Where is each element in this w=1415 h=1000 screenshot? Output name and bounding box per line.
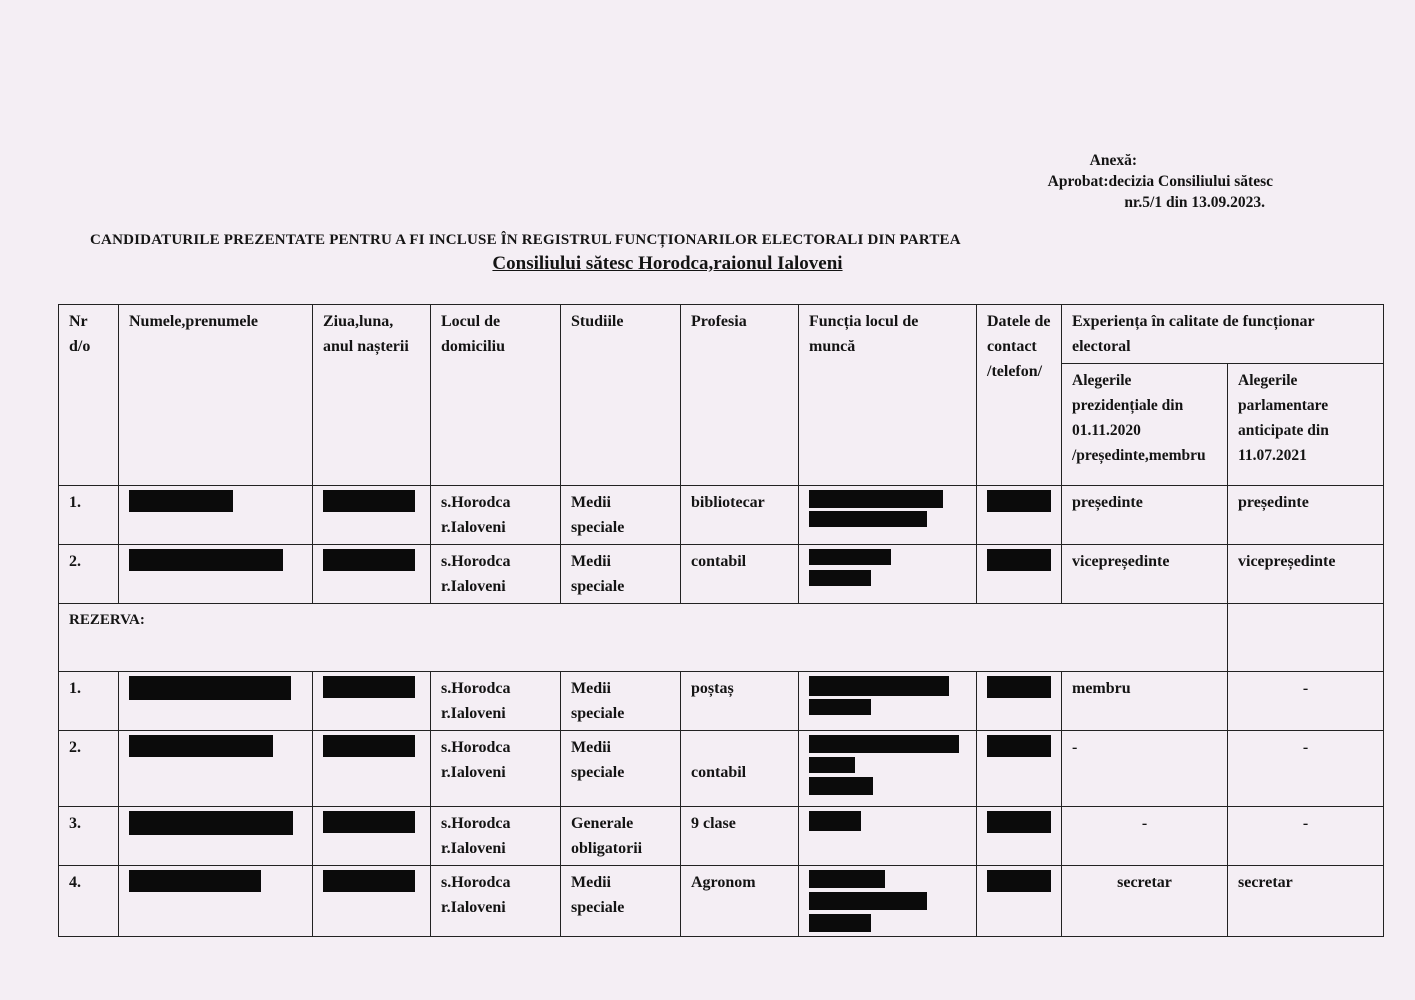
domicile-village: s.Horodca <box>441 874 511 891</box>
header-birth: Ziua,luna, anul nașterii <box>313 305 431 486</box>
table-row <box>59 672 1384 731</box>
studies-type: speciale <box>571 578 625 595</box>
name-cell <box>119 545 313 604</box>
contact-cell <box>977 807 1062 866</box>
redacted-function <box>809 549 891 565</box>
header-exp-presidential: Alegerile prezidențiale din 01.11.2020 /președinte,membru <box>1062 364 1228 486</box>
row-nr: 4. <box>59 866 119 937</box>
function-cell <box>799 866 977 937</box>
birth-cell <box>313 866 431 937</box>
exp-parliamentary-cell: secretar <box>1228 866 1384 937</box>
birth-cell <box>313 807 431 866</box>
domicile-cell <box>431 807 561 866</box>
redacted-birth <box>323 870 415 892</box>
name-cell <box>119 807 313 866</box>
redacted-name <box>129 735 273 757</box>
table-row <box>59 545 1384 604</box>
redacted-workplace <box>809 757 855 773</box>
birth-cell <box>313 545 431 604</box>
redacted-function <box>809 870 885 888</box>
document-subtitle: Consiliului sătesc Horodca,raionul Ialoveni <box>492 253 843 274</box>
table-row <box>59 486 1384 545</box>
domicile-district: r.Ialoveni <box>441 705 506 722</box>
redacted-birth <box>323 549 415 571</box>
redacted-birth <box>323 676 415 698</box>
redacted-workplace-extra <box>809 914 871 932</box>
domicile-cell <box>431 545 561 604</box>
header-name: Numele,prenumele <box>119 305 313 486</box>
studies-type: speciale <box>571 764 625 781</box>
redacted-contact <box>987 870 1051 892</box>
studies-level: Medii <box>571 739 611 756</box>
header-function: Funcția locul de muncă <box>799 305 977 486</box>
studies-level: Medii <box>571 553 611 570</box>
exp-presidential-cell: - <box>1062 807 1228 866</box>
exp-parliamentary-cell: - <box>1228 672 1384 731</box>
header-row <box>59 305 1384 364</box>
contact-cell <box>977 545 1062 604</box>
profession-cell: 9 clase <box>681 807 799 866</box>
studies-type: speciale <box>571 705 625 722</box>
header-contact: Datele de contact /telefon/ <box>977 305 1062 486</box>
redacted-contact <box>987 549 1051 571</box>
domicile-village: s.Horodca <box>441 739 511 756</box>
header-exp-parliamentary: Alegerile parlamentare anticipate din 11.07.2021 <box>1228 364 1384 486</box>
redacted-name <box>129 811 293 835</box>
name-cell <box>119 486 313 545</box>
redacted-workplace <box>809 699 871 715</box>
redacted-function <box>809 676 949 696</box>
contact-cell <box>977 486 1062 545</box>
row-nr: 3. <box>59 807 119 866</box>
function-cell <box>799 486 977 545</box>
redacted-name <box>129 870 261 892</box>
header-domicile: Locul de domiciliu <box>431 305 561 486</box>
studies-cell <box>561 672 681 731</box>
studies-level: Generale <box>571 815 634 832</box>
annex-approved: Aprobat:decizia Consiliului sătesc <box>1047 173 1273 190</box>
name-cell <box>119 866 313 937</box>
redacted-birth <box>323 490 415 512</box>
domicile-district: r.Ialoveni <box>441 764 506 781</box>
document-title: CANDIDATURILE PREZENTATE PENTRU A FI INCLUSE ÎN REGISTRUL FUNCȚIONARILOR ELECTORALI DIN PARTEA <box>90 232 961 248</box>
header-profession: Profesia <box>681 305 799 486</box>
studies-cell <box>561 807 681 866</box>
annex-decision-number: nr.5/1 din 13.09.2023. <box>1124 194 1265 211</box>
profession-cell: Agronom <box>681 866 799 937</box>
studies-level: Medii <box>571 874 611 891</box>
redacted-contact <box>987 676 1051 698</box>
contact-cell <box>977 672 1062 731</box>
profession-text: contabil <box>691 764 747 781</box>
studies-cell <box>561 731 681 807</box>
row-nr: 1. <box>59 672 119 731</box>
domicile-cell <box>431 731 561 807</box>
redacted-name <box>129 676 291 700</box>
profession-cell: bibliotecar <box>681 486 799 545</box>
exp-presidential-cell: membru <box>1062 672 1228 731</box>
table-row <box>59 866 1384 937</box>
profession-cell: contabil <box>681 545 799 604</box>
reserve-empty-cell <box>1228 604 1384 672</box>
exp-presidential-cell: vicepreședinte <box>1062 545 1228 604</box>
domicile-village: s.Horodca <box>441 553 511 570</box>
exp-parliamentary-cell: vicepreședinte <box>1228 545 1384 604</box>
domicile-district: r.Ialoveni <box>441 899 506 916</box>
redacted-name <box>129 549 283 571</box>
reserve-label: REZERVA: <box>59 604 1228 672</box>
exp-parliamentary-cell: - <box>1228 807 1384 866</box>
birth-cell <box>313 486 431 545</box>
exp-presidential-cell: - <box>1062 731 1228 807</box>
redacted-birth <box>323 735 415 757</box>
studies-cell <box>561 486 681 545</box>
studies-cell <box>561 866 681 937</box>
domicile-village: s.Horodca <box>441 680 511 697</box>
redacted-function <box>809 811 861 831</box>
domicile-village: s.Horodca <box>441 494 511 511</box>
studies-type: obligatorii <box>571 840 643 857</box>
redacted-contact <box>987 490 1051 512</box>
annex-label: Anexă: <box>1089 152 1137 169</box>
name-cell <box>119 731 313 807</box>
header-studies: Studiile <box>561 305 681 486</box>
function-cell <box>799 807 977 866</box>
function-cell <box>799 545 977 604</box>
table-row <box>59 731 1384 807</box>
row-nr: 2. <box>59 545 119 604</box>
domicile-district: r.Ialoveni <box>441 840 506 857</box>
registry-table <box>58 304 1384 937</box>
exp-presidential-cell: președinte <box>1062 486 1228 545</box>
birth-cell <box>313 672 431 731</box>
domicile-district: r.Ialoveni <box>441 519 506 536</box>
annex-block <box>1048 150 1273 213</box>
domicile-cell <box>431 866 561 937</box>
domicile-cell <box>431 486 561 545</box>
profession-cell: poștaș <box>681 672 799 731</box>
name-cell <box>119 672 313 731</box>
redacted-function <box>809 490 943 508</box>
row-nr: 1. <box>59 486 119 545</box>
redacted-contact <box>987 811 1051 833</box>
row-nr: 2. <box>59 731 119 807</box>
domicile-cell <box>431 672 561 731</box>
redacted-workplace <box>809 892 927 910</box>
studies-level: Medii <box>571 494 611 511</box>
exp-presidential-cell: secretar <box>1062 866 1228 937</box>
studies-type: speciale <box>571 899 625 916</box>
profession-cell <box>681 731 799 807</box>
header-nr: Nr d/o <box>59 305 119 486</box>
function-cell <box>799 731 977 807</box>
birth-cell <box>313 731 431 807</box>
redacted-workplace-extra <box>809 777 873 795</box>
contact-cell <box>977 866 1062 937</box>
function-cell <box>799 672 977 731</box>
redacted-workplace <box>809 511 927 527</box>
redacted-function <box>809 735 959 753</box>
studies-type: speciale <box>571 519 625 536</box>
reserve-row <box>59 604 1384 672</box>
redacted-workplace <box>809 570 871 586</box>
redacted-contact <box>987 735 1051 757</box>
exp-parliamentary-cell: președinte <box>1228 486 1384 545</box>
exp-parliamentary-cell: - <box>1228 731 1384 807</box>
contact-cell <box>977 731 1062 807</box>
redacted-birth <box>323 811 415 833</box>
domicile-district: r.Ialoveni <box>441 578 506 595</box>
studies-level: Medii <box>571 680 611 697</box>
domicile-village: s.Horodca <box>441 815 511 832</box>
header-experience: Experiența în calitate de funcționar electoral <box>1062 305 1384 364</box>
studies-cell <box>561 545 681 604</box>
redacted-name <box>129 490 233 512</box>
table-row <box>59 807 1384 866</box>
